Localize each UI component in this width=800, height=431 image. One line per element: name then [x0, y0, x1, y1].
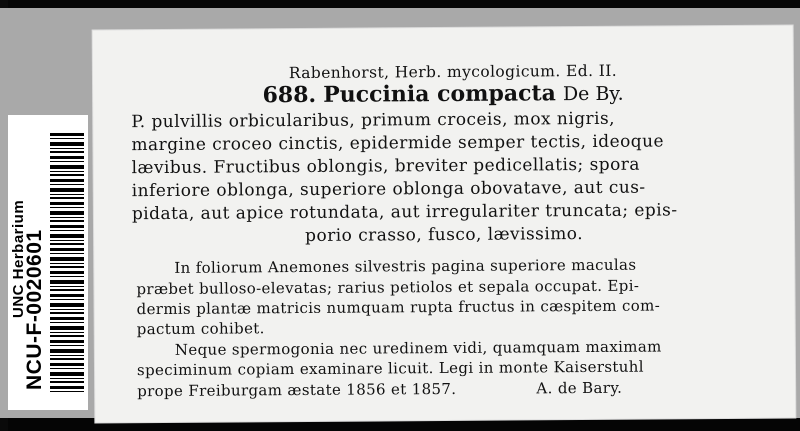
observation-line: præbet bulloso-elevatas; rarius petiolos et sepala occupat. Epi-: [136, 276, 640, 299]
collector-name: A. de Bary.: [536, 378, 623, 398]
species-author: De By.: [562, 82, 624, 106]
catalog-number: NCU-F-0020601: [23, 229, 46, 390]
species-name: Puccinia compacta: [323, 80, 556, 108]
observation-line: Neque spermogonia nec uredinem vidi, quamquam maximam: [174, 337, 662, 359]
description-line: pidata, aut apice rotundata, aut irregulariter truncata; epis-: [131, 200, 678, 225]
observation-line: In foliorum Anemones silvestris pagina superiore maculas: [174, 255, 637, 277]
series-title: Rabenhorst, Herb. mycologicum. Ed. II.: [288, 61, 618, 83]
description-line: inferiore oblonga, superiore oblonga obovatave, aut cus-: [131, 177, 646, 202]
locality-date: prope Freiburgam æstate 1856 et 1857.: [137, 379, 457, 401]
exsiccata-number: 688.: [262, 81, 317, 109]
specimen-label: [93, 26, 796, 423]
description-line: P. pulvillis orbicularibus, primum croceis, mox nigris,: [131, 108, 616, 133]
observation-line: dermis plantæ matricis numquam rupta fructus in cæspitem com-: [136, 296, 661, 319]
locality-line: [137, 378, 795, 401]
description-line: margine croceo cinctis, epidermide semper tectis, ideoque: [131, 131, 665, 156]
observation-line: speciminum copiam examinare licuit. Legi in monte Kaiserstuhl: [136, 357, 644, 380]
description-line: lævibus. Fructibus oblongis, breviter pedicellatis; spora: [131, 154, 640, 179]
observation-line: pactum cohibet.: [136, 319, 265, 339]
description-line: porio crasso, fusco, lævissimo.: [305, 224, 584, 246]
barcode: [50, 133, 84, 395]
species-heading: [93, 79, 793, 110]
herbarium-name: UNC Herbarium: [10, 199, 27, 318]
